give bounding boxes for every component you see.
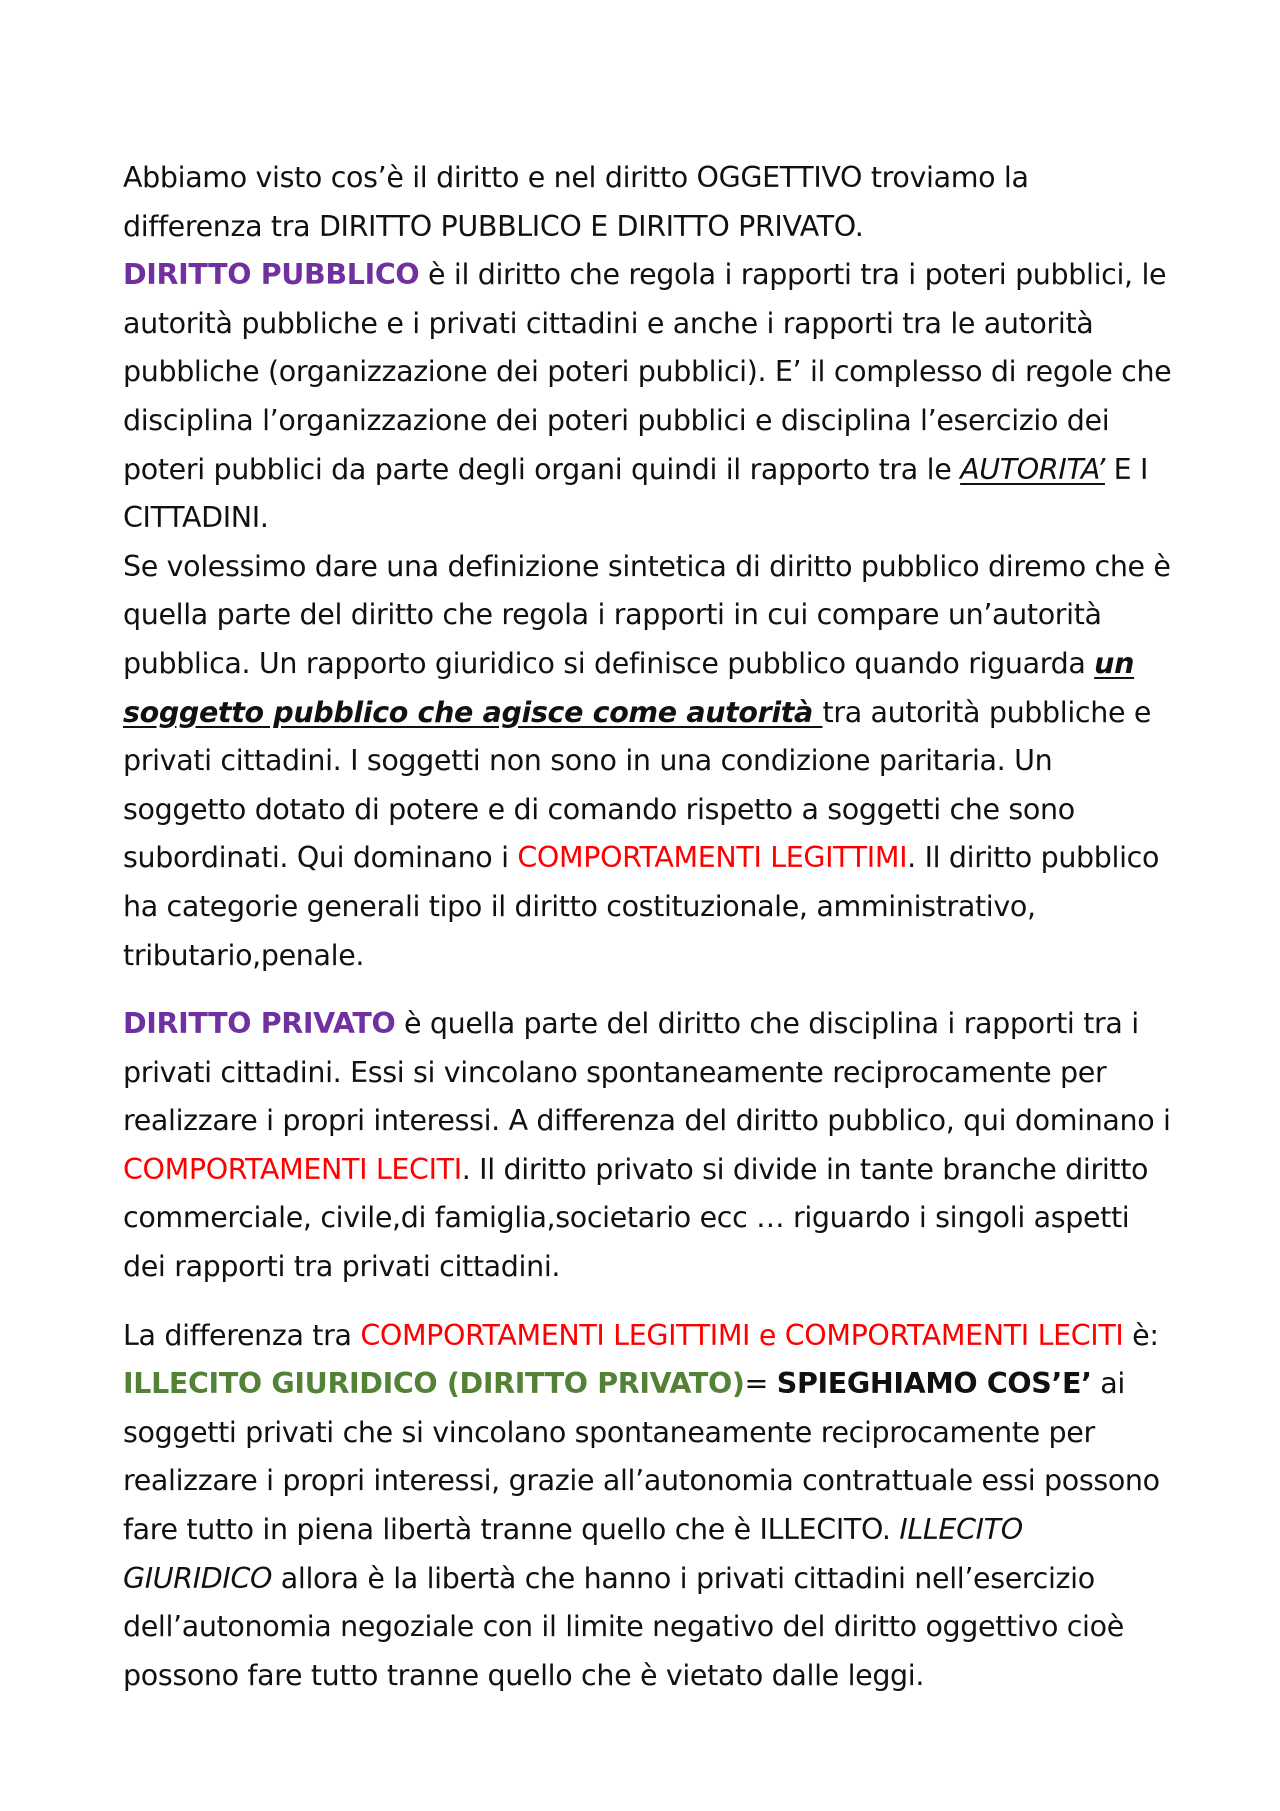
pubblico-text-1: è il diritto che regola i rapporti tra i poteri pubblici, le autorità pubbliche e i privati cittadini e anche i rapporti tra le autorità pubbliche (organizzazione dei poteri pubblici). E’ il complesso di regole che disciplina l’organizzazione dei poteri pubblici e disciplina l’esercizio dei poteri pubblici da parte degli organi quindi il rapporto tra le (123, 258, 1172, 486)
paragraph-intro (123, 154, 1173, 980)
definizione-text-1: Se volessimo dare una definizione sintetica di diritto pubblico diremo che è quella parte del diritto che regola i rapporti in cui compare un’autorità pubblica. Un rapporto giuridico si definisce pubblico quando riguarda (123, 549, 1171, 680)
intro-text: Abbiamo visto cos’è il diritto e nel diritto OGGETTIVO troviamo la differenza tra DIRITTO PUBBLICO E DIRITTO PRIVATO. (123, 161, 1029, 243)
comportamenti-legittimi-leciti: COMPORTAMENTI LEGITTIMI e COMPORTAMENTI LECITI (360, 1318, 1124, 1352)
definizione-text-2: tra autorità pubbliche e privati cittadini. I soggetti non sono in una condizione paritaria. Un soggetto dotato di potere e di comando rispetto a soggetti che sono subordinati. Qui dominano i (123, 695, 1152, 875)
differenza-text-4: allora è la libertà che hanno i privati cittadini nell’esercizio dell’autonomia negoziale con il limite negativo del diritto oggettivo cioè possono fare tutto tranne quello che è vietato dalle leggi. (123, 1561, 1124, 1692)
paragraph-differenza (123, 1312, 1173, 1701)
differenza-text-2: è: (1123, 1318, 1159, 1352)
comportamenti-leciti: COMPORTAMENTI LECITI (123, 1152, 462, 1186)
paragraph-diritto-privato (123, 1000, 1173, 1292)
term-diritto-pubblico: DIRITTO PUBBLICO (123, 258, 420, 292)
illecito-giuridico-heading: ILLECITO GIURIDICO (DIRITTO PRIVATO) (123, 1367, 745, 1401)
privato-text-1: è quella parte del diritto che disciplina i rapporti tra i privati cittadini. Essi si vincolano spontaneamente reciprocamente per realizzare i propri interessi. A differenza del diritto pubblico, qui dominano i (123, 1007, 1171, 1138)
definizione-text-3: . Il diritto pubblico ha categorie generali tipo il diritto costituzionale, amministrativo, tributario,penale. (123, 841, 1160, 972)
comportamenti-legittimi: COMPORTAMENTI LEGITTIMI (517, 841, 908, 875)
differenza-text-1: La differenza tra (123, 1318, 361, 1352)
spieghiamo-cose: SPIEGHIAMO COS’E’ (776, 1367, 1092, 1401)
pubblico-text-2: E I CITTADINI. (123, 452, 1149, 535)
equals-sign: = (744, 1367, 777, 1401)
soggetto-pubblico-emphasis: un soggetto pubblico che agisce come autorità (123, 646, 1135, 729)
autorita-underlined: AUTORITA’ (960, 452, 1105, 486)
privato-text-2: . Il diritto privato si divide in tante branche diritto commerciale, civile,di famiglia,societario ecc … riguardo i singoli aspetti dei rapporti tra privati cittadini. (123, 1152, 1149, 1284)
term-diritto-privato: DIRITTO PRIVATO (123, 1007, 396, 1041)
illecito-giuridico-italic: ILLECITO GIURIDICO (123, 1513, 1023, 1595)
document-page (123, 154, 1173, 1700)
differenza-text-3: ai soggetti privati che si vincolano spontaneamente reciprocamente per realizzare i propri interessi, grazie all’autonomia contrattuale essi possono fare tutto in piena libertà tranne quello che è ILLECITO. (123, 1367, 1160, 1547)
